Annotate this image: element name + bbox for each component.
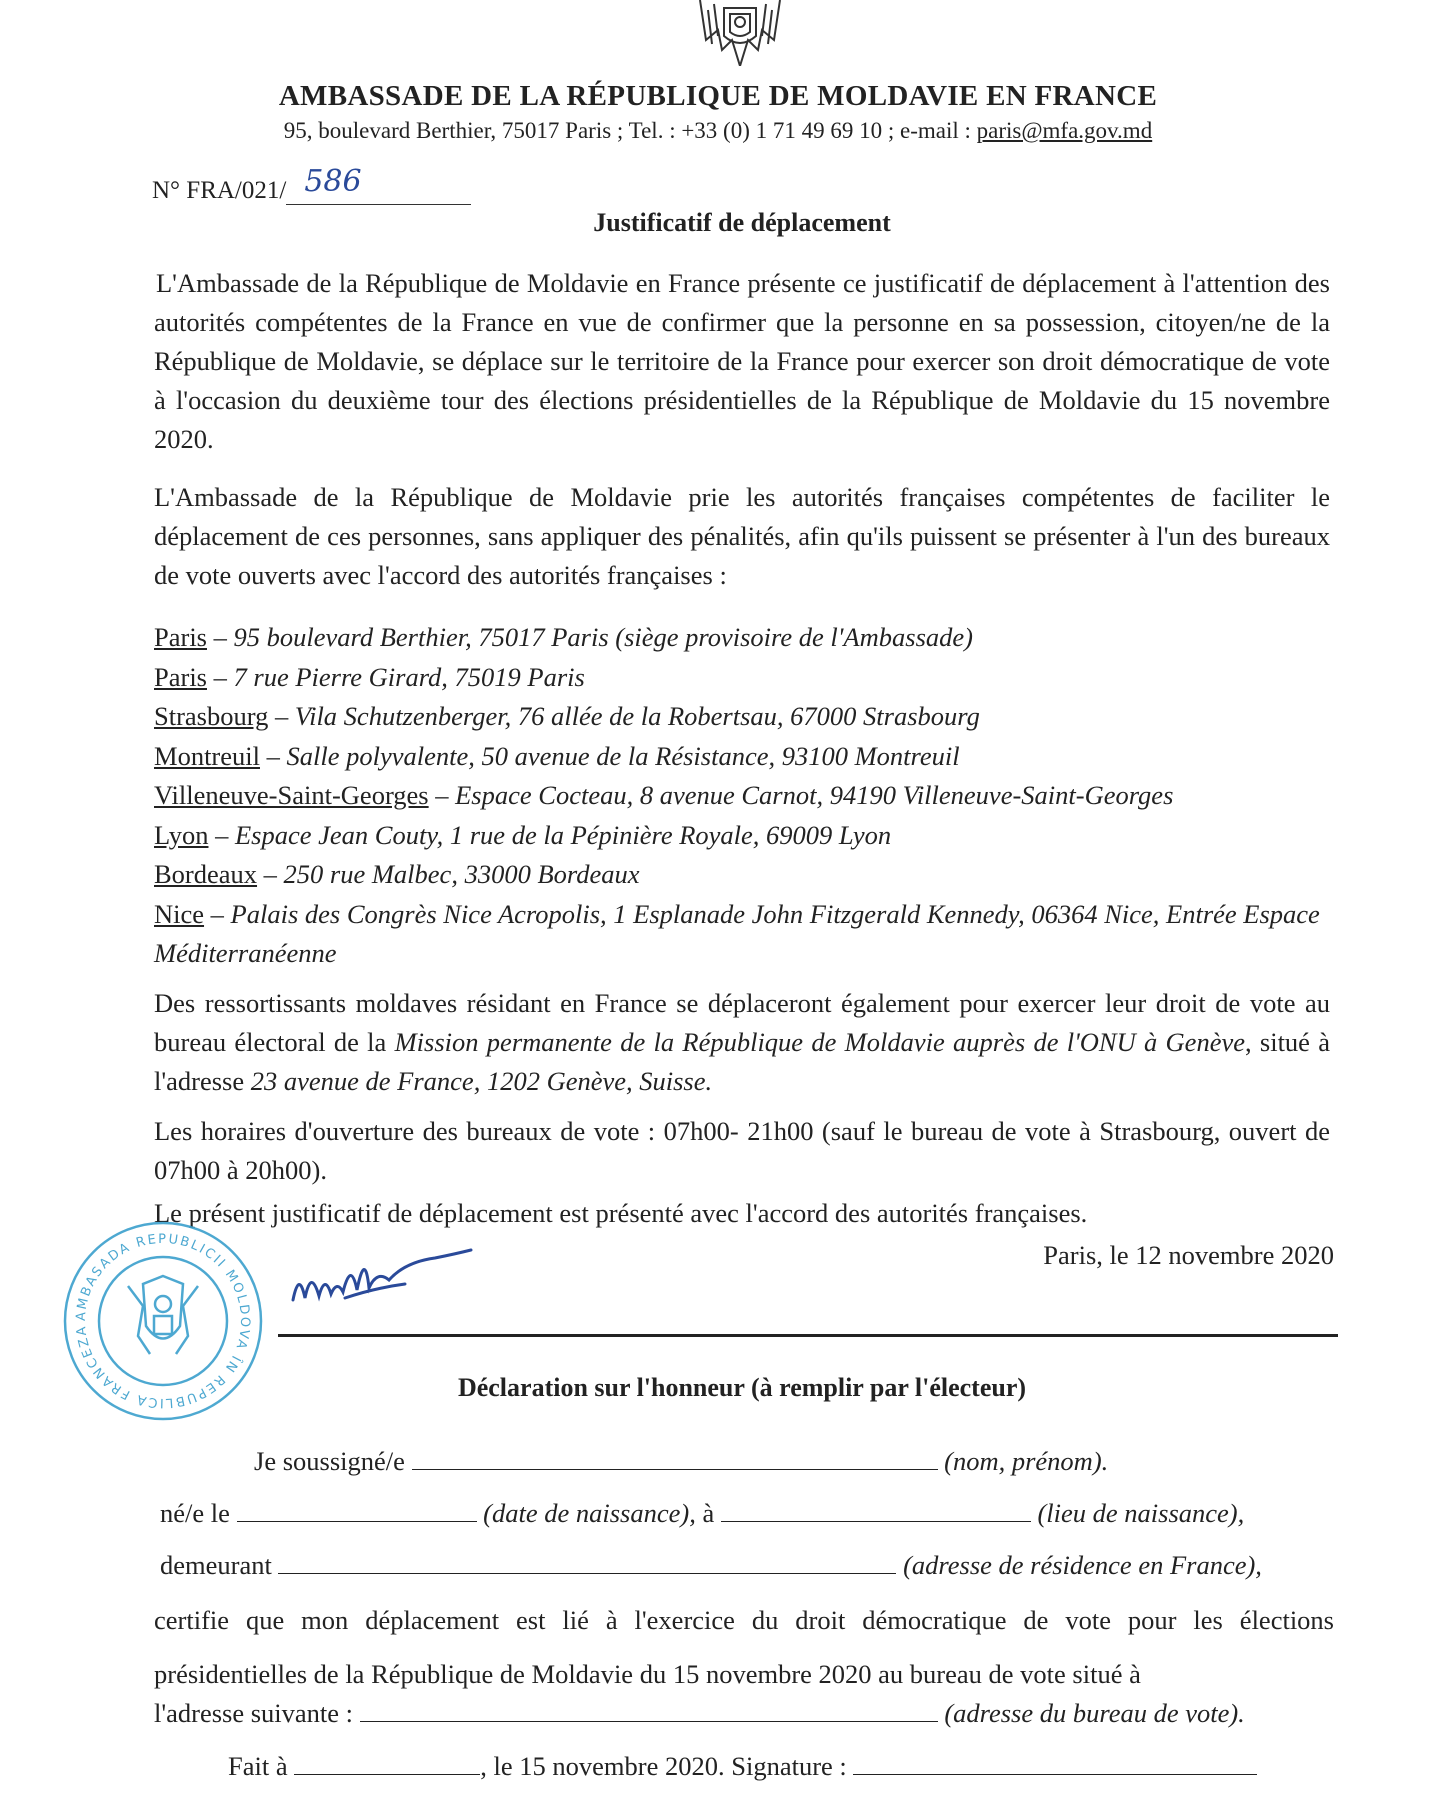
mission-name: Mission permanente de la République de Moldavie auprès de l'ONU à Genève (394, 1027, 1245, 1057)
birth-date-field[interactable] (237, 1497, 477, 1522)
polling-stations-list (154, 618, 1334, 974)
venue-city: Bordeaux (154, 859, 258, 889)
declaration-title: Déclaration sur l'honneur (à remplir par l'électeur) (457, 1373, 1027, 1402)
coat-of-arms-icon (688, 0, 792, 66)
reference-number (152, 164, 471, 205)
list-item: Paris – 95 boulevard Berthier, 75017 Paris (siège provisoire de l'Ambassade) (154, 622, 973, 652)
paragraph-geneva: Des ressortissants moldaves résidant en France se déplaceront également pour exercer leur droit de vote au bureau électoral de la Mission permanente de la République de Moldavie auprès de l'ONU à Genève, situé à l'adresse 23 avenue de France, 1202 Genève, Suisse. (154, 988, 1330, 1096)
venue-city: Villeneuve-Saint-Georges (154, 780, 429, 810)
signature-line: Fait à , le 15 novembre 2020. Signature : (228, 1750, 1257, 1782)
venue-address: 7 rue Pierre Girard, 75019 Paris (233, 661, 585, 692)
venue-address: Vila Schutzenberger, 76 allée de la Robertsau, 67000 Strasbourg (294, 701, 980, 731)
place-date: Paris, le 12 novembre 2020 (1043, 1240, 1334, 1270)
venue-address: 95 boulevard Berthier, 75017 Paris (siège provisoire de l'Ambassade) (233, 622, 973, 652)
stamp-text: AMBASADA REPUBLICII MOLDOVA ÎN REPUBLICA FRANCEZA (73, 1231, 253, 1411)
list-item: Nice – Palais des Congrès Nice Acropolis, 1 Esplanade John Fitzgerald Kennedy, 06364 Nice, Entrée Espace Méditerranéenne (154, 898, 1320, 968)
paragraph-agreement: Le présent justificatif de déplacement est présenté avec l'accord des autorités françaises. (154, 1198, 1088, 1228)
venue-city: Montreuil (154, 740, 260, 771)
reference-handwritten: 586 (304, 164, 362, 199)
residence-line: demeurant (adresse de résidence en France), (160, 1550, 1262, 1580)
email-link[interactable]: paris@mfa.gov.md (976, 118, 1153, 143)
mission-address: 23 avenue de France, 1202 Genève, Suisse. (250, 1066, 713, 1096)
list-item: Villeneuve-Saint-Georges – Espace Cocteau, 8 avenue Carnot, 94190 Villeneuve-Saint-Georges (154, 780, 1174, 810)
birth-place-field[interactable] (721, 1497, 1031, 1522)
signature-icon (285, 1240, 475, 1320)
declaration-text: certifie que mon déplacement est lié à l'exercice du droit démocratique de vote pour les élections présidentielles de la République de Moldavie du 15 novembre 2020 au bureau de vote situé à (154, 1605, 1334, 1689)
birth-line: né/e le (date de naissance), à (lieu de naissance), (160, 1498, 1245, 1528)
venue-city: Paris (154, 622, 207, 652)
list-item: Paris – 7 rue Pierre Girard, 75019 Paris (154, 661, 585, 692)
venue-city: Nice (154, 898, 205, 929)
signature-field[interactable] (853, 1750, 1257, 1775)
reference-field (286, 164, 471, 205)
list-item: Montreuil – Salle polyvalente, 50 avenue de la Résistance, 93100 Montreuil (154, 740, 960, 771)
address-text: 95, boulevard Berthier, 75017 Paris ; Tel. : +33 (0) 1 71 49 69 10 ; e-mail : (283, 118, 977, 143)
place-field[interactable] (294, 1750, 480, 1775)
paragraph-request: L'Ambassade de la République de Moldavie prie les autorités françaises compétentes de faciliter le déplacement de ces personnes, sans appliquer des pénalités, afin qu'ils puissent se présenter à l'un des bureaux de vote ouverts avec l'accord des autorités françaises : (154, 482, 1330, 590)
document-title: Justificatif de déplacement (593, 208, 891, 237)
venue-address: Espace Jean Couty, 1 rue de la Pépinière Royale, 69009 Lyon (234, 819, 892, 850)
venue-city: Strasbourg (154, 701, 269, 731)
paragraph-purpose: L'Ambassade de la République de Moldavie en France présente ce justificatif de déplacement à l'attention des autorités compétentes de la France en vue de confirmer que la personne en sa possession, citoyen/ne de la République de Moldavie, se déplace sur le territoire de la France pour exercer son droit démocratique de vote à l'occasion du deuxième tour des élections présidentielles de la République de Moldavie du 15 novembre 2020. (154, 268, 1330, 454)
venue-address: Espace Cocteau, 8 avenue Carnot, 94190 Villeneuve-Saint-Georges (455, 780, 1174, 810)
station-address-line: l'adresse suivante : (adresse du bureau de vote). (154, 1698, 1245, 1728)
embassy-address (0, 118, 1436, 144)
station-address-field[interactable] (360, 1697, 938, 1722)
venue-address: Palais des Congrès Nice Acropolis, 1 Esplanade John Fitzgerald Kennedy, 06364 Nice, Entrée Espace Méditerranéenne (154, 898, 1320, 968)
list-item: Lyon – Espace Jean Couty, 1 rue de la Pépinière Royale, 69009 Lyon (154, 819, 892, 850)
name-field[interactable] (412, 1445, 938, 1470)
list-item: Bordeaux – 250 rue Malbec, 33000 Bordeaux (154, 859, 640, 889)
residence-field[interactable] (278, 1549, 896, 1574)
embassy-title: AMBASSADE DE LA RÉPUBLIQUE DE MOLDAVIE EN FRANCE (278, 80, 1158, 112)
reference-prefix: N° FRA/021/ (152, 177, 287, 204)
name-line: Je soussigné/e (nom, prénom). (254, 1446, 1109, 1476)
venue-city: Lyon (154, 819, 209, 850)
venue-address: 250 rue Malbec, 33000 Bordeaux (283, 859, 640, 889)
list-item: Strasbourg – Vila Schutzenberger, 76 allée de la Robertsau, 67000 Strasbourg (154, 701, 980, 731)
paragraph-hours: Les horaires d'ouverture des bureaux de vote : 07h00- 21h00 (sauf le bureau de vote à Strasbourg, ouvert de 07h00 à 20h00). (154, 1116, 1330, 1185)
venue-city: Paris (154, 661, 207, 692)
venue-address: Salle polyvalente, 50 avenue de la Résistance, 93100 Montreuil (286, 740, 960, 771)
section-divider (278, 1334, 1338, 1337)
